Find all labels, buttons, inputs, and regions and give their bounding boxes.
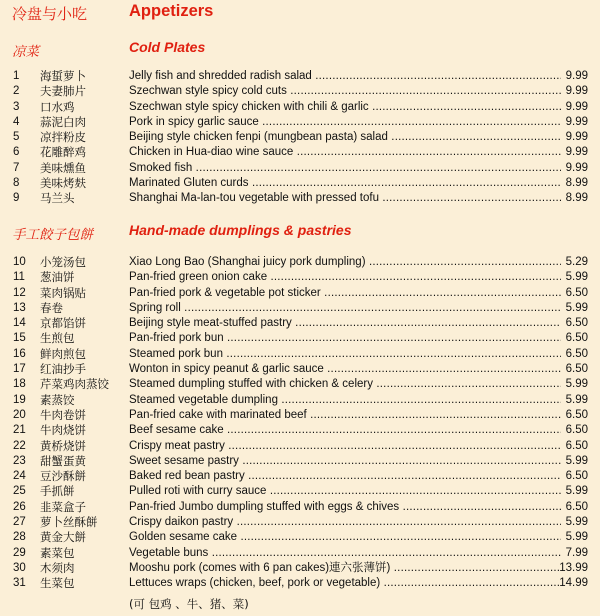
menu-item bbox=[0, 423, 600, 438]
item-price: 5.99 bbox=[565, 485, 588, 498]
item-number: 18 bbox=[13, 378, 26, 391]
item-description: Beijing style chicken fenpi (mungbean pasta) salad ..... bbox=[129, 130, 561, 145]
item-number: 14 bbox=[13, 317, 26, 330]
item-name-zh: 牛肉烧饼 bbox=[40, 423, 86, 438]
section-heading-zh: 手工餃子包餅 bbox=[12, 227, 93, 243]
menu-item bbox=[0, 347, 600, 362]
section-heading-en: Cold Plates bbox=[129, 39, 206, 55]
menu-item bbox=[0, 69, 600, 84]
item-name-zh: 海蜇萝卜 bbox=[40, 69, 86, 83]
menu-list-dumplings bbox=[0, 255, 600, 592]
item-number: 11 bbox=[13, 271, 25, 284]
item-number: 26 bbox=[13, 500, 26, 513]
item-description: Baked red bean pastry ..... bbox=[129, 469, 561, 484]
item-number: 25 bbox=[13, 485, 26, 498]
item-description: Xiao Long Bao (Shanghai juicy pork dumpling) ..... bbox=[129, 255, 561, 270]
item-number: 9 bbox=[13, 192, 20, 205]
menu-item bbox=[0, 270, 600, 285]
item-price: 9.99 bbox=[565, 85, 588, 98]
item-name-zh: 黄金大餅 bbox=[40, 530, 86, 545]
item-number: 19 bbox=[13, 393, 26, 406]
menu-item bbox=[0, 439, 600, 454]
item-name-zh: 芹菜鸡肉蒸饺 bbox=[40, 377, 109, 392]
item-price: 5.99 bbox=[565, 531, 588, 544]
item-price: 5.99 bbox=[565, 454, 588, 467]
item-name-zh: 韭菜盒子 bbox=[40, 499, 86, 514]
item-name-zh: 夫妻肺片 bbox=[40, 84, 86, 99]
item-name-zh: 蒜泥白肉 bbox=[40, 114, 86, 129]
item-name-zh: 马兰头 bbox=[40, 191, 75, 206]
menu-item bbox=[0, 130, 600, 145]
item-name-zh: 素菜包 bbox=[40, 545, 75, 560]
item-price: 6.50 bbox=[565, 332, 588, 345]
menu-item bbox=[0, 176, 600, 191]
item-price: 7.99 bbox=[565, 546, 588, 559]
item-description: Smoked fish ..... bbox=[129, 161, 561, 176]
item-price: 6.50 bbox=[565, 347, 588, 360]
item-description: Pan-fried pork & vegetable pot sticker ..... bbox=[129, 286, 561, 301]
item-description: Sweet sesame pastry ..... bbox=[129, 454, 561, 469]
item-name-zh: 生煎包 bbox=[40, 331, 75, 346]
item-number: 16 bbox=[13, 347, 26, 360]
menu-item bbox=[0, 301, 600, 316]
item-name-zh: 萝卜丝酥餅 bbox=[40, 515, 98, 530]
item-price: 9.99 bbox=[565, 161, 588, 174]
item-price: 5.29 bbox=[565, 256, 588, 268]
item-description: Beijing style meat-stuffed pastry ..... bbox=[129, 316, 561, 331]
item-price: 6.50 bbox=[565, 470, 588, 483]
item-price: 6.50 bbox=[565, 317, 588, 330]
menu-item bbox=[0, 255, 600, 270]
footer-note: (可 包鸡 、牛、猪、菜) bbox=[129, 597, 249, 611]
item-number: 10 bbox=[13, 256, 26, 268]
item-price: 5.99 bbox=[565, 378, 588, 391]
item-number: 17 bbox=[13, 363, 26, 376]
item-price: 13.99 bbox=[559, 561, 588, 574]
item-price: 6.50 bbox=[565, 363, 588, 376]
item-description: Spring roll ..... bbox=[129, 301, 561, 316]
item-description: Mooshu pork (comes with 6 pan cakes)連六张薄饼) ..... bbox=[129, 561, 561, 576]
item-name-zh: 春卷 bbox=[40, 300, 63, 315]
menu-item bbox=[0, 191, 600, 206]
menu-title-en: Appetizers bbox=[129, 2, 214, 20]
item-description: Vegetable buns ..... bbox=[129, 546, 561, 561]
item-number: 1 bbox=[13, 70, 20, 82]
item-name-zh: 鲜肉煎包 bbox=[40, 346, 86, 361]
item-number: 31 bbox=[13, 577, 26, 590]
menu-item bbox=[0, 286, 600, 301]
item-number: 12 bbox=[13, 286, 26, 299]
item-description: Crispy meat pastry ..... bbox=[129, 439, 561, 454]
menu-item bbox=[0, 377, 600, 392]
item-price: 9.99 bbox=[565, 115, 588, 128]
item-name-zh: 素蒸饺 bbox=[40, 392, 75, 407]
item-price: 6.50 bbox=[565, 439, 588, 452]
item-name-zh: 红油抄手 bbox=[40, 362, 86, 377]
item-description: Pulled roti with curry sauce ..... bbox=[129, 484, 561, 499]
item-description: Pan-fried Jumbo dumpling stuffed with eggs & chives ..... bbox=[129, 500, 561, 515]
item-number: 5 bbox=[13, 131, 20, 144]
item-name-zh: 凉拌粉皮 bbox=[40, 130, 86, 145]
menu-item bbox=[0, 115, 600, 130]
item-number: 20 bbox=[13, 408, 26, 421]
item-description: Marinated Gluten curds ..... bbox=[129, 176, 561, 191]
menu-item bbox=[0, 331, 600, 346]
item-name-zh: 黄桥烧饼 bbox=[40, 438, 86, 453]
item-number: 6 bbox=[13, 146, 20, 159]
menu-item bbox=[0, 546, 600, 561]
menu-item bbox=[0, 561, 600, 576]
item-description: Chicken in Hua-diao wine sauce ..... bbox=[129, 145, 561, 160]
item-price: 9.99 bbox=[565, 146, 588, 159]
menu-item bbox=[0, 469, 600, 484]
section-heading-en: Hand-made dumplings & pastries bbox=[129, 222, 352, 238]
item-price: 8.99 bbox=[565, 192, 588, 205]
item-name-zh: 京都馅饼 bbox=[40, 316, 86, 331]
menu-item bbox=[0, 393, 600, 408]
menu-item bbox=[0, 316, 600, 331]
item-price: 9.99 bbox=[565, 131, 588, 144]
item-description: Golden sesame cake ..... bbox=[129, 530, 561, 545]
menu-item bbox=[0, 161, 600, 176]
item-price: 5.99 bbox=[565, 516, 588, 529]
item-name-zh: 美味燻鱼 bbox=[40, 160, 86, 175]
item-price: 5.99 bbox=[565, 393, 588, 406]
menu-item bbox=[0, 84, 600, 99]
item-price: 9.99 bbox=[565, 100, 588, 113]
item-price: 6.50 bbox=[565, 500, 588, 513]
item-name-zh: 小笼汤包 bbox=[40, 255, 86, 269]
item-description: Wonton in spicy peanut & garlic sauce ..... bbox=[129, 362, 561, 377]
menu-list-cold-plates bbox=[0, 69, 600, 207]
item-number: 28 bbox=[13, 531, 26, 544]
menu-item bbox=[0, 530, 600, 545]
item-description: Shanghai Ma-lan-tou vegetable with pressed tofu ..... bbox=[129, 191, 561, 206]
item-name-zh: 葱油饼 bbox=[40, 270, 75, 285]
item-description: Szechwan style spicy cold cuts ..... bbox=[129, 84, 561, 99]
menu-item bbox=[0, 362, 600, 377]
item-number: 30 bbox=[13, 561, 26, 574]
item-name-zh: 花雕醉鸡 bbox=[40, 145, 86, 160]
item-name-zh: 口水鸡 bbox=[40, 99, 75, 114]
item-description: Steamed dumpling stuffed with chicken & celery ..... bbox=[129, 377, 561, 392]
item-description: Jelly fish and shredded radish salad ..... bbox=[129, 69, 561, 84]
item-number: 21 bbox=[13, 424, 26, 437]
menu-title-zh: 冷盘与小吃 bbox=[12, 5, 88, 23]
section-heading-zh: 凉菜 bbox=[12, 44, 39, 60]
item-description: Szechwan style spicy chicken with chili & garlic ..... bbox=[129, 100, 561, 115]
item-description: Lettuces wraps (chicken, beef, pork or vegetable) ..... bbox=[129, 576, 561, 591]
menu-item bbox=[0, 145, 600, 160]
item-number: 24 bbox=[13, 470, 26, 483]
item-number: 13 bbox=[13, 301, 26, 314]
item-number: 27 bbox=[13, 516, 26, 529]
item-description: Crispy daikon pastry ..... bbox=[129, 515, 561, 530]
item-number: 7 bbox=[13, 161, 20, 174]
item-price: 5.99 bbox=[565, 271, 588, 284]
item-name-zh: 木须肉 bbox=[40, 560, 75, 575]
item-number: 15 bbox=[13, 332, 26, 345]
item-name-zh: 手抓餅 bbox=[40, 484, 75, 499]
item-name-zh: 生菜包 bbox=[40, 576, 75, 591]
item-number: 3 bbox=[13, 100, 20, 113]
menu-item bbox=[0, 484, 600, 499]
item-description: Pan-fried pork bun ..... bbox=[129, 331, 561, 346]
item-number: 4 bbox=[13, 115, 20, 128]
menu-item bbox=[0, 454, 600, 469]
menu-item bbox=[0, 515, 600, 530]
menu-item bbox=[0, 576, 600, 591]
item-price: 9.99 bbox=[565, 70, 588, 82]
item-number: 29 bbox=[13, 546, 26, 559]
item-description: Steamed vegetable dumpling ..... bbox=[129, 393, 561, 408]
item-description: Beef sesame cake ..... bbox=[129, 423, 561, 438]
item-price: 6.50 bbox=[565, 408, 588, 421]
menu-item bbox=[0, 100, 600, 115]
item-number: 2 bbox=[13, 85, 20, 98]
item-price: 8.99 bbox=[565, 177, 588, 190]
item-number: 8 bbox=[13, 177, 20, 190]
item-description: Pan-fried cake with marinated beef ..... bbox=[129, 408, 561, 423]
item-price: 5.99 bbox=[565, 301, 588, 314]
item-number: 22 bbox=[13, 439, 26, 452]
item-price: 14.99 bbox=[559, 577, 588, 590]
item-name-zh: 美味烤麸 bbox=[40, 176, 86, 191]
item-name-zh: 甜蟹蛋黄 bbox=[40, 453, 86, 468]
menu-item bbox=[0, 500, 600, 515]
item-number: 23 bbox=[13, 454, 26, 467]
item-price: 6.50 bbox=[565, 286, 588, 299]
item-description: Pork in spicy garlic sauce ..... bbox=[129, 115, 561, 130]
item-price: 6.50 bbox=[565, 424, 588, 437]
item-description: Pan-fried green onion cake ..... bbox=[129, 270, 561, 285]
item-name-zh: 豆沙酥餅 bbox=[40, 469, 86, 484]
item-name-zh: 牛肉卷饼 bbox=[40, 407, 86, 422]
menu-item bbox=[0, 408, 600, 423]
item-description: Steamed pork bun ..... bbox=[129, 347, 561, 362]
item-name-zh: 菜肉锅贴 bbox=[40, 285, 86, 300]
